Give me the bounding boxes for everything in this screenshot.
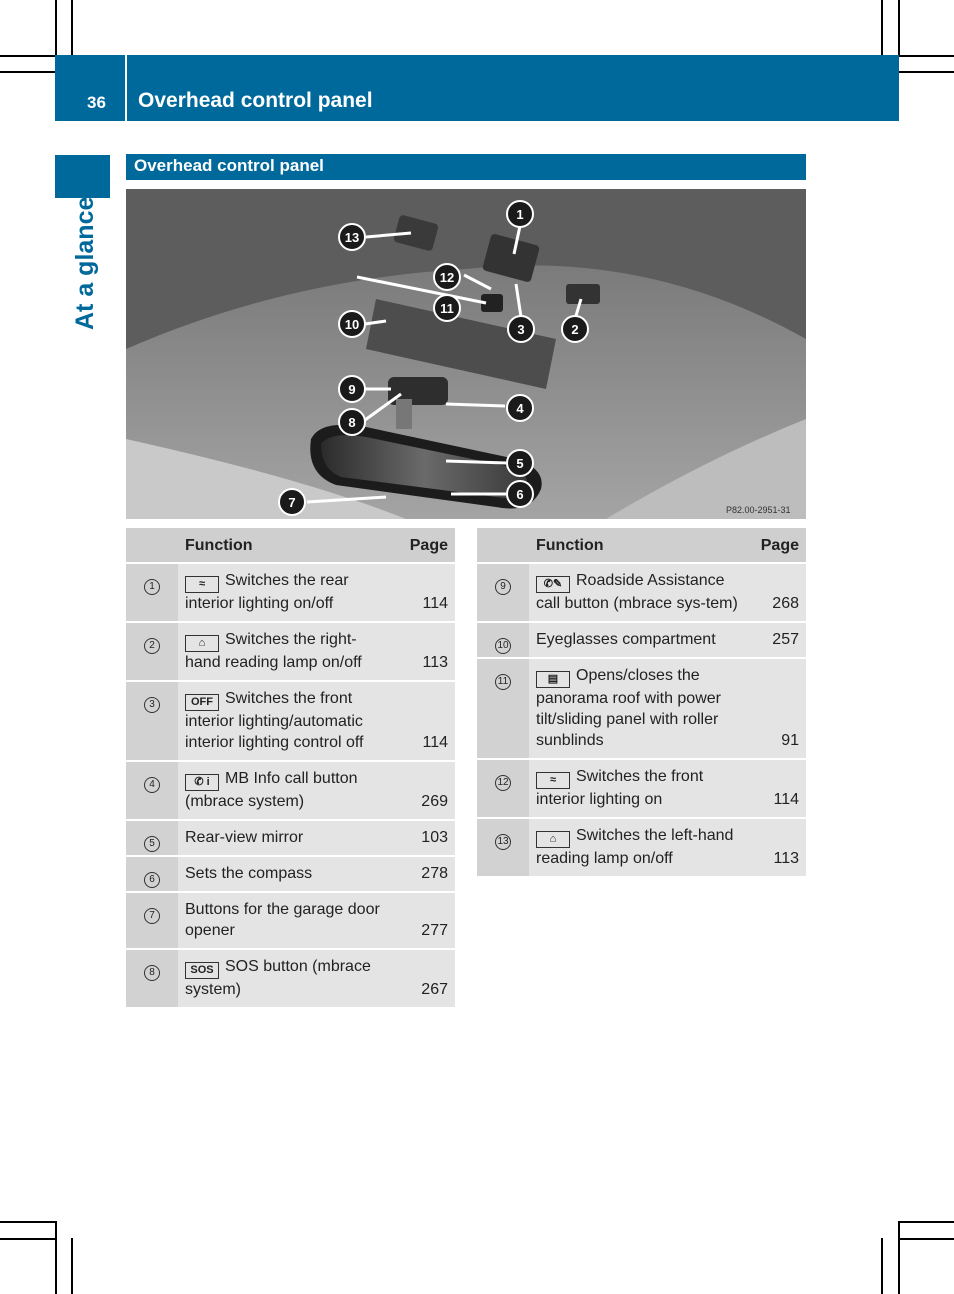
row-function: Switches the front interior lighting/automatic interior lighting control off xyxy=(185,690,364,751)
row-number: 11 xyxy=(495,674,511,690)
header-page: Page xyxy=(393,528,455,563)
crop-mark xyxy=(899,1221,954,1223)
page-header xyxy=(55,55,899,121)
reading-lamp-icon: ⌂ xyxy=(536,831,570,848)
table-row xyxy=(477,658,806,759)
reading-lamp-icon: ⌂ xyxy=(185,635,219,652)
crop-mark xyxy=(898,1221,900,1294)
table-row xyxy=(126,681,455,761)
row-number: 1 xyxy=(144,579,160,595)
side-tab-label: At a glance xyxy=(71,196,99,330)
callout-5: 5 xyxy=(516,456,524,471)
callout-13: 13 xyxy=(344,230,360,245)
table-header-row xyxy=(477,528,806,563)
row-function: Switches the left-hand reading lamp on/off xyxy=(536,827,734,867)
row-page: 91 xyxy=(744,658,806,759)
header-divider xyxy=(125,55,127,121)
header-function: Function xyxy=(529,528,744,563)
callout-9: 9 xyxy=(348,382,356,397)
crop-mark xyxy=(898,0,900,55)
function-table-right xyxy=(477,528,806,876)
table-row xyxy=(126,856,455,892)
row-function: MB Info call button (mbrace system) xyxy=(185,770,358,810)
row-number: 5 xyxy=(144,836,160,852)
rear-light-icon: ≈ xyxy=(185,576,219,593)
row-page: 113 xyxy=(393,622,455,681)
overhead-panel-illustration xyxy=(126,189,806,519)
row-function: Rear-view mirror xyxy=(185,829,304,846)
row-page: 114 xyxy=(744,759,806,818)
row-page: 103 xyxy=(393,820,455,856)
row-page: 114 xyxy=(393,681,455,761)
crop-mark xyxy=(881,0,883,55)
callout-11: 11 xyxy=(440,301,454,316)
crop-mark xyxy=(899,55,954,57)
row-number: 9 xyxy=(495,579,511,595)
row-number: 12 xyxy=(495,775,511,791)
crop-mark xyxy=(0,1221,55,1223)
table-row xyxy=(477,759,806,818)
row-page: 267 xyxy=(393,949,455,1007)
page-number: 36 xyxy=(87,93,106,112)
crop-mark xyxy=(71,0,73,55)
callout-8: 8 xyxy=(348,415,356,430)
row-number: 10 xyxy=(495,638,511,654)
row-number: 3 xyxy=(144,697,160,713)
section-title: Overhead control panel xyxy=(134,156,324,175)
table-row xyxy=(126,563,455,622)
callout-6: 6 xyxy=(516,487,524,502)
row-page: 277 xyxy=(393,892,455,949)
row-page: 268 xyxy=(744,563,806,622)
crop-mark xyxy=(881,1238,883,1294)
row-function: Opens/closes the panorama roof with power tilt/sliding panel with roller sunblinds xyxy=(536,667,721,749)
light-off-icon: OFF xyxy=(185,694,219,711)
header-function: Function xyxy=(178,528,393,563)
row-page: 114 xyxy=(393,563,455,622)
crop-mark xyxy=(55,1221,57,1294)
header-page: Page xyxy=(744,528,806,563)
callout-7: 7 xyxy=(288,495,296,510)
row-number: 2 xyxy=(144,638,160,654)
header-title: Overhead control panel xyxy=(138,89,373,112)
row-page: 278 xyxy=(393,856,455,892)
table-row xyxy=(126,820,455,856)
crop-mark xyxy=(899,1238,954,1240)
table-row xyxy=(477,818,806,876)
front-light-icon: ≈ xyxy=(536,772,570,789)
image-code: P82.00-2951-31 xyxy=(726,505,791,515)
table-row xyxy=(477,563,806,622)
overhead-panel-photo xyxy=(126,189,806,519)
crop-mark xyxy=(0,55,55,57)
crop-mark xyxy=(0,1238,55,1240)
callout-12: 12 xyxy=(439,270,455,285)
callout-2: 2 xyxy=(571,322,579,337)
header-number-cell xyxy=(477,528,529,563)
table-row xyxy=(477,622,806,658)
roadside-call-icon: ✆✎ xyxy=(536,576,570,593)
table-row xyxy=(126,892,455,949)
row-function: Switches the rear interior lighting on/off xyxy=(185,572,349,612)
row-number: 13 xyxy=(495,834,511,850)
crop-mark xyxy=(55,0,57,55)
row-number: 8 xyxy=(144,965,160,981)
row-function: SOS button (mbrace system) xyxy=(185,958,371,998)
table-row xyxy=(126,622,455,681)
row-number: 6 xyxy=(144,872,160,888)
header-number-cell xyxy=(126,528,178,563)
table-row xyxy=(126,949,455,1007)
crop-mark xyxy=(899,71,954,73)
row-function: Buttons for the garage door opener xyxy=(185,901,380,939)
row-page: 257 xyxy=(744,622,806,658)
table-row xyxy=(126,761,455,820)
callout-4: 4 xyxy=(516,401,524,416)
function-table-left xyxy=(126,528,455,1007)
row-number: 7 xyxy=(144,908,160,924)
callout-3: 3 xyxy=(517,322,525,337)
section-bar xyxy=(126,154,806,180)
sos-icon: SOS xyxy=(185,962,219,979)
row-function: Switches the front interior lighting on xyxy=(536,768,704,808)
info-call-icon: ✆ i xyxy=(185,774,219,791)
row-page: 269 xyxy=(393,761,455,820)
row-function: Sets the compass xyxy=(185,865,313,882)
crop-mark xyxy=(71,1238,73,1294)
table-header-row xyxy=(126,528,455,563)
sunroof-icon: ▤ xyxy=(536,671,570,688)
callout-1: 1 xyxy=(516,207,524,222)
row-function: Switches the right-hand reading lamp on/off xyxy=(185,631,362,671)
row-page: 113 xyxy=(744,818,806,876)
row-number: 4 xyxy=(144,777,160,793)
crop-mark xyxy=(0,71,55,73)
callout-10: 10 xyxy=(344,317,360,332)
row-function: Eyeglasses compartment xyxy=(536,631,716,648)
side-tab-marker xyxy=(55,155,110,198)
row-function: Roadside Assistance call button (mbrace sys-tem) xyxy=(536,572,738,612)
